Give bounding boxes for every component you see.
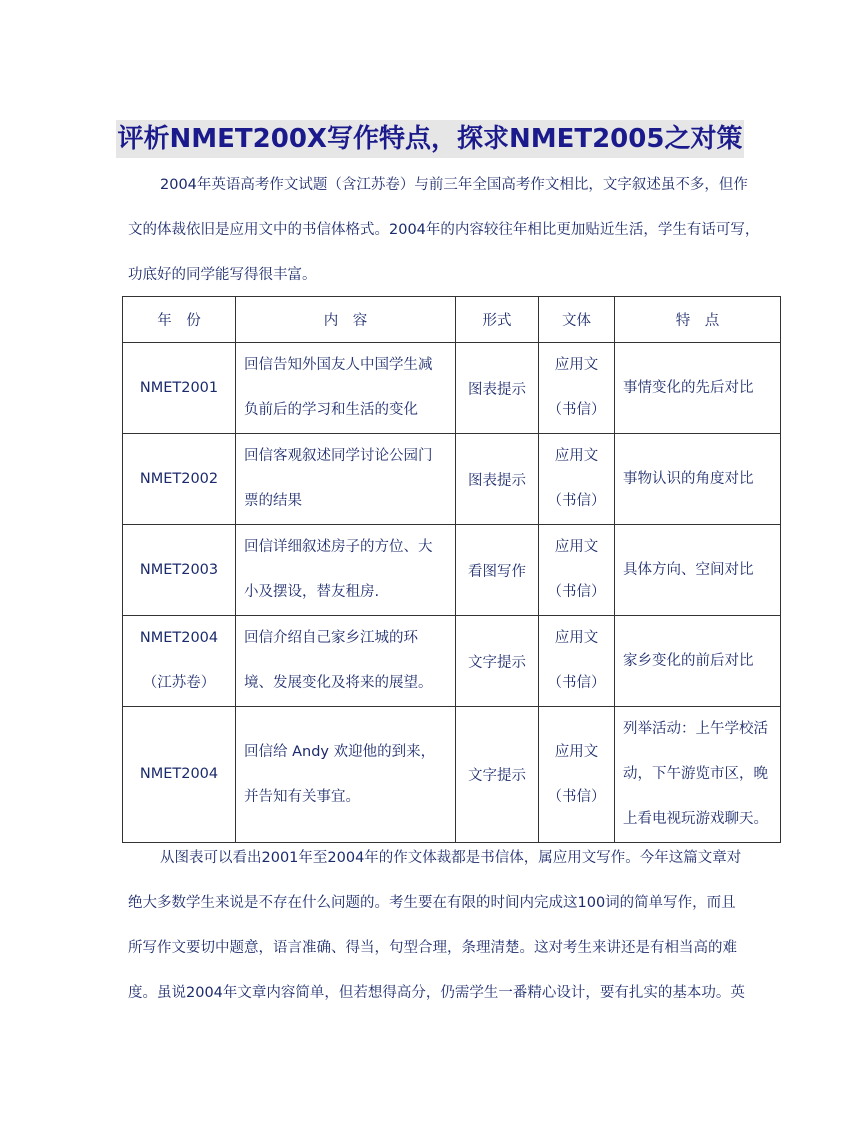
cell-text: 应用文: [554, 357, 599, 373]
cell-text: 回信详细叙述房子的方位、大: [244, 539, 433, 555]
cell-year: [123, 616, 236, 707]
table-row: [123, 616, 781, 707]
cell-text: 应用文: [554, 448, 599, 464]
cell-text: 具体方向、空间对比: [623, 561, 754, 578]
cell-text: 应用文: [554, 743, 599, 760]
table-row: [123, 434, 781, 525]
cell-year: [123, 343, 236, 434]
header-year: 年 份: [123, 297, 236, 343]
table-row: [123, 525, 781, 616]
cell-feature: [615, 525, 781, 616]
cell-text: NMET2004: [139, 630, 219, 646]
cell-genre: [539, 434, 615, 525]
cell-text: 回信给 Andy 欢迎他的到来，: [244, 743, 436, 760]
intro-line: 文的体裁依旧是应用文中的书信体格式。2004年的内容较往年相比更加贴近生活，学生有话可写，: [128, 222, 760, 238]
header-form: 形式: [456, 297, 539, 343]
cell-genre: [539, 707, 615, 843]
cell-feature: [615, 616, 781, 707]
cell-text: 上看电视玩游戏聊天。: [623, 811, 768, 827]
document-title: 评析NMET200X写作特点，探求NMET2005之对策: [116, 120, 745, 158]
comparison-table: [122, 296, 781, 843]
cell-form: 文字提示: [456, 707, 539, 843]
cell-content: [236, 434, 456, 525]
intro-line: 2004年英语高考作文试题（含江苏卷）与前三年全国高考作文相比，文字叙述虽不多，但作: [160, 177, 748, 193]
cell-text: 应用文: [554, 539, 599, 555]
header-content: 内 容: [236, 297, 456, 343]
analysis-paragraph: [128, 836, 774, 1016]
cell-text: 回信介绍自己家乡江城的环: [244, 630, 418, 646]
table-row: [123, 343, 781, 434]
cell-text: （书信）: [547, 584, 606, 600]
cell-feature: [615, 343, 781, 434]
cell-feature: [615, 707, 781, 843]
cell-text: 回信客观叙述同学讨论公园门: [244, 448, 433, 464]
cell-text: （书信）: [547, 675, 606, 691]
cell-form: 图表提示: [456, 434, 539, 525]
analysis-line: 度。虽说2004年文章内容简单，但若想得高分，仍需学生一番精心设计，要有扎实的基本功。英: [128, 985, 745, 1001]
cell-text: 事情变化的先后对比: [623, 379, 754, 396]
cell-text: 家乡变化的前后对比: [623, 652, 754, 669]
cell-year: [123, 525, 236, 616]
cell-text: 小及摆设，替友租房.: [244, 584, 380, 600]
cell-genre: [539, 525, 615, 616]
cell-text: 票的结果: [244, 493, 302, 509]
cell-text: 列举活动：上午学校活: [623, 721, 768, 737]
title-wrap: [0, 120, 860, 158]
cell-text: NMET2001: [139, 379, 219, 396]
cell-content: [236, 707, 456, 843]
cell-genre: [539, 616, 615, 707]
cell-year: [123, 707, 236, 843]
cell-form: 看图写作: [456, 525, 539, 616]
cell-content: [236, 525, 456, 616]
cell-text: （书信）: [547, 493, 606, 509]
analysis-line: 所写作文要切中题意，语言准确、得当，句型合理，条理清楚。这对考生来讲还是有相当高的难: [128, 940, 737, 956]
cell-text: 境、发展变化及将来的展望。: [244, 675, 433, 691]
cell-text: （江苏卷）: [142, 675, 216, 691]
cell-text: 回信告知外国友人中国学生减: [244, 357, 433, 373]
header-feature: 特 点: [615, 297, 781, 343]
table-header-row: [123, 297, 781, 343]
cell-text: 应用文: [554, 630, 599, 646]
cell-text: （书信）: [547, 788, 606, 805]
cell-form: 图表提示: [456, 343, 539, 434]
cell-form: 文字提示: [456, 616, 539, 707]
intro-line: 功底好的同学能写得很丰富。: [128, 267, 317, 283]
cell-year: [123, 434, 236, 525]
intro-paragraph: [128, 163, 774, 298]
cell-text: 事物认识的角度对比: [623, 470, 754, 487]
analysis-line: 绝大多数学生来说是不存在什么问题的。考生要在有限的时间内完成这100词的简单写作，而且: [128, 895, 736, 911]
cell-text: NMET2002: [139, 470, 219, 487]
cell-genre: [539, 343, 615, 434]
cell-text: NMET2003: [139, 561, 219, 578]
cell-text: 并告知有关事宜。: [244, 788, 360, 805]
table-row: [123, 707, 781, 843]
cell-text: 负前后的学习和生活的变化: [244, 402, 418, 418]
cell-content: [236, 343, 456, 434]
analysis-line: 从图表可以看出2001年至2004年的作文体裁都是书信体，属应用文写作。今年这篇文章对: [160, 850, 742, 866]
cell-content: [236, 616, 456, 707]
cell-text: NMET2004: [139, 766, 219, 782]
cell-feature: [615, 434, 781, 525]
cell-text: （书信）: [547, 402, 606, 418]
header-genre: 文体: [539, 297, 615, 343]
cell-text: 动，下午游览市区，晚: [623, 766, 768, 782]
